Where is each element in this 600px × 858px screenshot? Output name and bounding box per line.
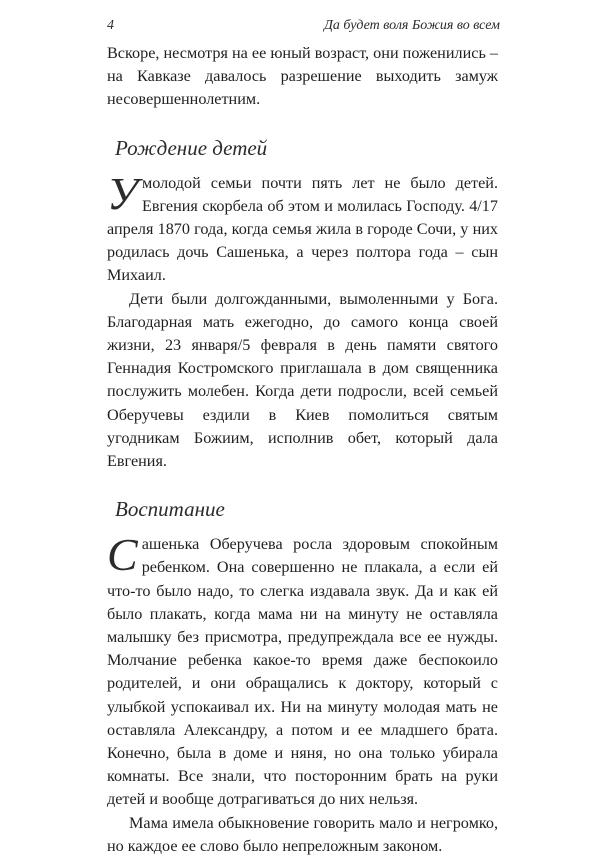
running-title: Да будет воля Божия во всем — [323, 18, 500, 33]
section1-paragraph-1 — [107, 167, 498, 288]
section2-paragraph-2: Мама имела обыкновение говорить мало и негромко, но каждое ее слово было непреложным законом. — [107, 813, 498, 855]
drop-cap: У — [107, 167, 138, 219]
section-heading-birth: Рождение детей — [115, 135, 268, 160]
drop-cap: С — [107, 529, 138, 581]
section-heading-upbringing: Воспитание — [115, 497, 225, 522]
page-number: 4 — [107, 18, 114, 33]
section1-paragraph-2: Дети были долгожданными, вымоленными у Бога. Благодарная мать ежегодно, до самого конца своей жизни, 23 января/5 февраля в день памяти святого Геннадия Костромского приглашала в дом священника послужить молебен. Когда дети подросли, всей семьей Оберучевы ездили в Киев помолиться святым угодникам Божиим, исполнив обет, который дала Евгения. — [107, 289, 498, 471]
section2-paragraph-1-text: ашенька Оберучева росла здоровым спокойным ребенком. Она совершенно не плакала, а если ей что-то было надо, то слегка издавала звук. Да и как ей было плакать, когда мама ни на минуту не оставляла малышку без присмотра, предупреждала все ее нужды. Молчание ребенка какое-то время даже беспокоило родителей, и они обращались к доктору, который с улыбкой успокаивал их. Ни на минуту молодая мать не оставляла Александру, а потом и ее младшего брата. Конечно, была в доме и няня, но она только убирала комнаты. Все знали, что посторонним брать на руки детей и вообще дотрагиваться до них нельзя. — [107, 535, 498, 809]
section1-paragraph-1-text: молодой семьи почти пять лет не было детей. Евгения скорбела об этом и молилась Господу. 4/17 апреля 1870 года, когда семья жила в городе Сочи, у них родилась дочь Сашенька, а через полтора года – сын Михаил. — [107, 173, 498, 285]
intro-paragraph: Вскоре, несмотря на ее юный возраст, они поженились – на Кавказе давалось разрешение выходить замуж несовершеннолетним. — [107, 44, 498, 109]
section2-paragraph-1 — [107, 529, 498, 811]
page-body — [107, 42, 498, 858]
